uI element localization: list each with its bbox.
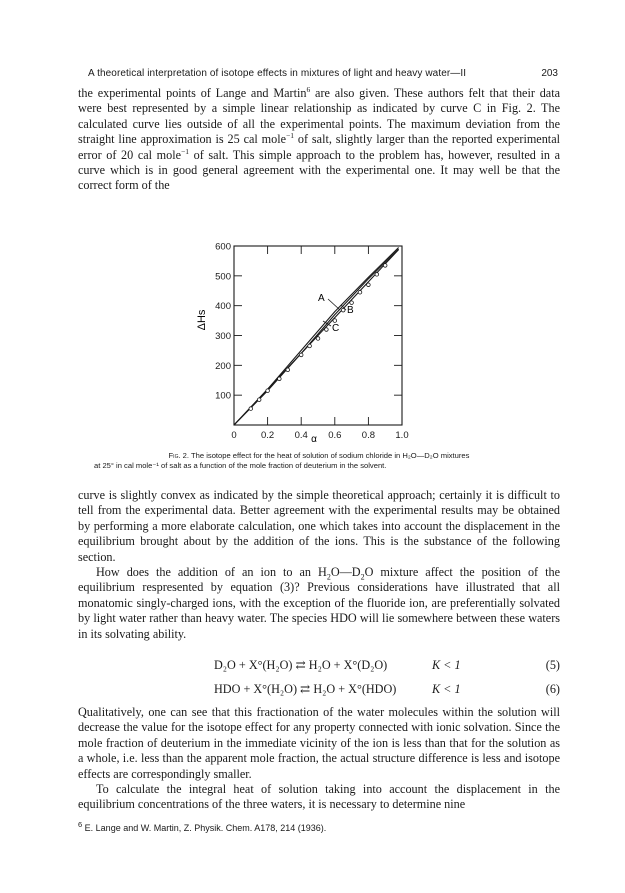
x-tick-label: 0.2 xyxy=(260,430,275,441)
caption-line-1: The isotope effect for the heat of solution of sodium chloride in H₂O—D₂O mixtures xyxy=(191,451,470,460)
caption-line-2: at 25° in cal mole⁻¹ of salt as a function of the mole fraction of deuterium in the solvent. xyxy=(94,461,387,470)
caption-label: Fig. 2. xyxy=(168,451,190,460)
data-point xyxy=(325,328,329,332)
data-point xyxy=(257,398,261,402)
y-axis-label: ΔHs xyxy=(196,309,208,331)
data-point xyxy=(286,368,290,372)
data-point xyxy=(266,389,270,393)
data-point xyxy=(308,344,312,348)
data-point xyxy=(375,273,379,277)
equation-6: HDO + X°(H₂O) ⇄ H₂O + X°(HDO) K < 1 (6) xyxy=(214,682,560,696)
page-number: 203 xyxy=(541,68,558,79)
curve-pointer-a xyxy=(328,299,340,310)
data-point xyxy=(249,407,253,411)
paragraph-4: Qualitatively, one can see that this fractionation of the water molecules within the solution will decrease the value for the isotope effect for any property connected with ionic solvation. Since the mole fraction of deuterium in the immediate vicinity of the ion is less than that for the solution as a whole, i.e. less than the apparent mole fraction, the actual structure difference is less and isotope effects are correspondingly smaller. xyxy=(78,705,560,781)
data-point xyxy=(358,290,362,294)
x-tick-label: 0.4 xyxy=(294,430,308,441)
curve-label-b: B xyxy=(347,305,354,316)
equation-5: D₂O + X°(H₂O) ⇄ H₂O + X°(D₂O) K < 1 (5) xyxy=(214,658,560,672)
y-tick-label: 100 xyxy=(215,390,231,402)
y-tick-label: 300 xyxy=(215,331,231,342)
paragraph-3: How does the addition of an ion to an $H_2O—D_2O$ mixture affect the position of the equilibrium respresented by equation (3)? Previous considerations have illustrated that all monatomic singly-charged ions, with the exception of the fluoride ion, are preferentially solvated by light water rather than heavy water. The species HDO will lie somewhere between these waters in its solvating ability. xyxy=(78,565,560,641)
curve-label-a: A xyxy=(318,293,325,304)
x-tick-label: 0.8 xyxy=(361,430,376,441)
paragraph-5: To calculate the integral heat of solution taking into account the displacement in the equilibrium concentrations of the three waters, it is necessary to determine nine xyxy=(78,782,560,812)
curve-label-c: C xyxy=(332,323,340,334)
figure-caption xyxy=(88,451,550,471)
x-tick-label: 0.6 xyxy=(328,430,342,441)
x-tick-label: 1.0 xyxy=(395,430,409,441)
paragraph-1: the experimental points of Lange and Martin$^6$ are also given. These authors felt that their data were best represented by a simple linear relationship as indicated by curve C in Fig. 2. The calculated curve lies outside of all the experimental points. The maximum deviation from the straight line approximation is 25 cal mole$^{-1}$ of salt, slightly larger than the reported experimental error of 20 cal mole$^{-1}$ of salt. This simple approach to the problem has, however, resulted in a curve which is in good general agreement with the experimental one. It may well be that the correct form of the xyxy=(78,84,560,193)
footnote: $^6$ E. Lange and W. Martin, Z. Physik. Chem. A178, 214 (1936). xyxy=(78,820,327,833)
paragraph-2: curve is slightly convex as indicated by the simple theoretical approach; certainly it is difficult to tell from the experimental data. Better agreement with the experimental results may be obtained by performing a more elaborate calculation, one which takes into account the displacement in the equilibrium brought about by the addition of the ions. This is the substance of the following section. xyxy=(78,488,560,564)
data-point xyxy=(299,353,303,357)
data-point xyxy=(278,377,282,381)
running-title: A theoretical interpretation of isotope effects in mixtures of light and heavy water—II xyxy=(88,68,467,79)
y-tick-label: 200 xyxy=(215,360,231,372)
data-point xyxy=(333,319,337,323)
x-tick-label: 0 xyxy=(231,430,237,441)
data-point xyxy=(367,283,371,287)
y-tick-label: 400 xyxy=(215,301,231,313)
x-axis-label: α xyxy=(311,434,317,445)
data-point xyxy=(316,337,320,341)
y-tick-label: 500 xyxy=(215,271,231,283)
y-tick-label: 600 xyxy=(215,241,231,253)
data-point xyxy=(383,264,387,268)
footnote-ref: 6 xyxy=(306,84,311,94)
data-point xyxy=(350,301,354,305)
